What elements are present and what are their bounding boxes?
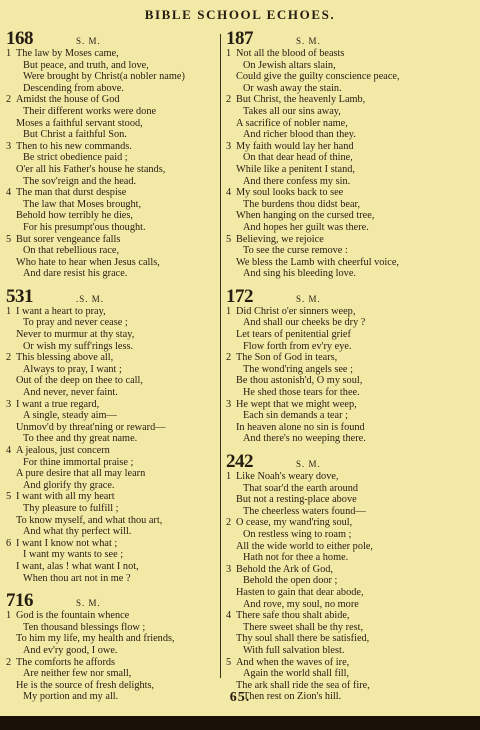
verse-text: Hasten to gain that dear abode, <box>236 586 364 598</box>
verse-number: 2 <box>6 94 12 106</box>
verse-line <box>226 471 476 483</box>
verse-line <box>6 515 218 527</box>
verse-line <box>6 329 218 341</box>
verse-text: There safe thou shalt abide, <box>236 610 350 622</box>
left-column <box>6 30 218 711</box>
hymn-meter: S. M. <box>76 598 101 609</box>
hymn-heading <box>6 592 218 610</box>
verse-text: A sacrifice of nobler name, <box>236 117 348 129</box>
verse-text: And dare resist his grace. <box>23 268 128 280</box>
verse-line <box>6 538 218 550</box>
verse-text: Behold the Ark of God, <box>236 563 333 575</box>
verse-text: Descending from above. <box>23 82 124 94</box>
hymn-number: 168 <box>6 28 33 49</box>
verse-line <box>6 141 218 153</box>
verse-line <box>6 306 218 318</box>
verse-line <box>226 645 476 657</box>
hymn-number: 172 <box>226 285 253 307</box>
verse-line <box>6 187 218 199</box>
verse-line <box>226 257 476 269</box>
verse-line <box>226 587 476 599</box>
verse-number: 2 <box>226 517 232 529</box>
verse-text: And shall our cheeks be dry ? <box>243 317 366 329</box>
verse-text: Amidst the house of God <box>16 94 120 106</box>
verse-line <box>226 564 476 576</box>
verse-line <box>226 375 476 387</box>
verse-number: 3 <box>226 398 232 410</box>
verse-line <box>226 317 476 329</box>
verse-line <box>226 364 476 376</box>
verse-text: Hath not for thee a home. <box>243 552 349 564</box>
verse-number: 5 <box>226 233 232 245</box>
verse-text: On that rebellious race, <box>23 245 120 257</box>
verse-line <box>6 622 218 634</box>
verse-text: A single, steady aim— <box>23 410 117 422</box>
verse-line <box>6 317 218 329</box>
verse-number: 1 <box>226 471 232 482</box>
hymn-meter: .S. M. <box>76 293 105 304</box>
verse-line <box>6 83 218 95</box>
verse-line <box>6 561 218 573</box>
verse-line <box>226 610 476 622</box>
hymn-number: 716 <box>6 590 33 612</box>
verse-text: And ev'ry good, I owe. <box>23 644 118 656</box>
verse-text: Ten thousand blessings flow ; <box>23 621 146 633</box>
verse-line <box>226 575 476 587</box>
verse-line <box>6 526 218 538</box>
verse-text: That soar'd the earth around <box>243 482 359 494</box>
verse-line <box>226 494 476 506</box>
verse-text: I want, alas ! what want I not, <box>16 560 139 572</box>
verse-line <box>226 210 476 222</box>
verse-text: While like a penitent I stand, <box>236 163 355 175</box>
verse-line <box>226 176 476 188</box>
verse-text: O cease, my wand'ring soul, <box>236 517 353 529</box>
verse-number: 1 <box>6 610 12 622</box>
verse-line <box>6 222 218 234</box>
verse-number: 3 <box>226 140 232 152</box>
verse-line <box>226 94 476 106</box>
hymn-meter: S. M. <box>296 36 321 46</box>
verse-line <box>226 387 476 399</box>
verse-text: My soul looks back to see <box>236 187 344 199</box>
verse-text: He shed those tears for thee. <box>243 387 360 399</box>
verse-line <box>6 176 218 188</box>
verse-line <box>6 152 218 164</box>
verse-text: And what thy perfect will. <box>23 526 132 538</box>
verse-number: 1 <box>6 48 12 59</box>
verse-text: Then to his new commands. <box>16 140 132 152</box>
verse-line <box>6 668 218 680</box>
verse-line <box>6 645 218 657</box>
verse-text: The law by Moses came, <box>16 48 119 59</box>
verse-text: The law that Moses brought, <box>23 198 142 210</box>
verse-line <box>226 71 476 83</box>
hymn-168 <box>6 30 218 280</box>
verse-number: 4 <box>226 187 232 199</box>
verse-line <box>226 399 476 411</box>
verse-text: The burdens thou didst bear, <box>243 198 361 210</box>
verse-text: To him my life, my health and friends, <box>16 633 175 645</box>
hymn-number: 531 <box>6 285 33 307</box>
verse-text: The Son of God in tears, <box>236 352 338 364</box>
verse-text: And there confess my sin. <box>243 175 351 187</box>
hymn-531 <box>6 285 218 584</box>
verse-text: But Christ a faithful Son. <box>23 129 127 141</box>
verse-line <box>226 517 476 529</box>
verse-number: 5 <box>6 233 12 245</box>
verse-text: But not a resting-place above <box>236 494 357 506</box>
verse-text: A jealous, just concern <box>16 445 110 456</box>
verse-line <box>6 410 218 422</box>
verse-text: But sorer vengeance falls <box>16 233 121 245</box>
verse-line <box>6 387 218 399</box>
verse-text: To thee and thy great name. <box>23 433 138 445</box>
column-divider <box>220 34 221 678</box>
hymn-242 <box>226 453 476 703</box>
verse-text: Never to murmur at thy stay, <box>16 329 135 341</box>
verse-text: Be strict obedience paid ; <box>23 152 128 164</box>
verse-line <box>6 268 218 280</box>
verse-line <box>226 633 476 645</box>
verse-line <box>6 129 218 141</box>
verse-line <box>6 491 218 503</box>
verse-line <box>226 152 476 164</box>
verse-line <box>226 541 476 553</box>
verse-line <box>226 506 476 518</box>
verse-line <box>6 94 218 106</box>
verse-number: 3 <box>6 398 12 410</box>
verse-text: Unmov'd by threat'ning or reward— <box>16 421 166 433</box>
verse-text: Could give the guilty conscience peace, <box>236 71 400 83</box>
verse-line <box>6 633 218 645</box>
verse-text: But peace, and truth, and love, <box>23 59 149 71</box>
hymn-heading <box>6 285 218 307</box>
verse-number: 2 <box>226 352 232 364</box>
verse-line <box>6 60 218 72</box>
verse-text: The comforts he affords <box>16 656 116 668</box>
verse-text: Behold how terribly he dies, <box>16 210 133 222</box>
verse-text: For his presumpt'ous thought. <box>23 221 146 233</box>
verse-line <box>226 234 476 246</box>
verse-line <box>226 48 476 60</box>
verse-line <box>6 399 218 411</box>
verse-text: And never, never faint. <box>23 387 118 399</box>
verse-text: On Jewish altars slain, <box>243 59 336 71</box>
verse-text: Again the world shall fill, <box>243 668 350 680</box>
page-number: 65. <box>229 690 251 705</box>
hymn-172 <box>226 285 476 445</box>
verse-text: O'er all his Father's house he stands, <box>16 163 166 175</box>
verse-line <box>226 552 476 564</box>
verse-line <box>226 422 476 434</box>
right-column <box>226 30 476 711</box>
verse-line <box>6 341 218 353</box>
verse-line <box>226 129 476 141</box>
verse-text: All the wide world to either pole, <box>236 540 373 552</box>
verse-text: To see the curse remove : <box>243 245 348 257</box>
verse-line <box>226 222 476 234</box>
verse-text: When hanging on the cursed tree, <box>236 210 375 222</box>
page-header: BIBLE SCHOOL ECHOES. <box>144 7 336 22</box>
verse-number: 3 <box>6 140 12 152</box>
verse-text: I want with all my heart <box>16 491 115 503</box>
verse-line <box>6 468 218 480</box>
verse-line <box>6 48 218 60</box>
verse-line <box>226 306 476 318</box>
verse-line <box>226 410 476 422</box>
verse-text: Their different works were done <box>23 105 157 117</box>
verse-line <box>6 245 218 257</box>
verse-text: My portion and my all. <box>23 691 119 703</box>
verse-line <box>226 83 476 95</box>
verse-line <box>6 257 218 269</box>
verse-line <box>226 668 476 680</box>
verse-number: 4 <box>6 445 12 456</box>
verse-text: And glorify thy grace. <box>23 479 115 491</box>
verse-number: 2 <box>226 94 232 106</box>
verse-number: 2 <box>6 352 12 364</box>
verse-text: And rove, my soul, no more <box>243 598 359 610</box>
verse-text: Believing, we rejoice <box>236 233 324 245</box>
verse-line <box>226 599 476 611</box>
verse-text: Moses a faithful servant stood, <box>16 117 143 129</box>
verse-line <box>226 268 476 280</box>
verse-text: And sing his bleeding love. <box>243 268 356 280</box>
verse-number: 3 <box>226 563 232 575</box>
verse-line <box>6 480 218 492</box>
verse-text: In heaven alone no sin is found <box>236 421 365 433</box>
verse-line <box>6 364 218 376</box>
verse-text: God is the fountain whence <box>16 610 130 622</box>
verse-text: I want my wants to see ; <box>23 549 124 561</box>
verse-number: 2 <box>6 656 12 668</box>
verse-line <box>6 573 218 585</box>
verse-number: 1 <box>226 48 232 59</box>
verse-text: Did Christ o'er sinners weep, <box>236 305 356 317</box>
verse-line <box>6 118 218 130</box>
verse-line <box>226 329 476 341</box>
verse-line <box>226 187 476 199</box>
verse-text: And richer blood than they. <box>243 129 356 141</box>
verse-text: When thou art not in me ? <box>23 572 131 584</box>
verse-text: And hopes her guilt was there. <box>243 221 369 233</box>
verse-text: But Christ, the heavenly Lamb, <box>236 94 366 106</box>
verse-text: He is the source of fresh delights, <box>16 679 155 691</box>
verse-line <box>6 234 218 246</box>
verse-line <box>226 529 476 541</box>
verse-text: I want I know not what ; <box>16 537 118 549</box>
verse-line <box>6 71 218 83</box>
verse-line <box>226 60 476 72</box>
verse-line <box>6 106 218 118</box>
verse-line <box>6 457 218 469</box>
verse-text: Takes all our sins away, <box>243 105 341 117</box>
verse-line <box>226 164 476 176</box>
verse-line <box>226 341 476 353</box>
verse-line <box>226 352 476 364</box>
verse-text: And there's no weeping there. <box>243 433 366 445</box>
verse-text: The ark shall ride the sea of fire, <box>236 679 370 691</box>
verse-line <box>226 141 476 153</box>
hymn-187 <box>226 30 476 280</box>
verse-text: With full salvation blest. <box>243 644 345 656</box>
verse-text: Flow forth from ev'ry eye. <box>243 340 352 352</box>
verse-text: I want a heart to pray, <box>16 305 106 317</box>
verse-number: 1 <box>226 305 232 317</box>
verse-text: Then rest on Zion's hill. <box>243 691 342 703</box>
verse-line <box>226 118 476 130</box>
verse-line <box>6 549 218 561</box>
verse-line <box>6 352 218 364</box>
verse-text: Thy pleasure to fulfill ; <box>23 502 119 514</box>
verse-line <box>6 610 218 622</box>
verse-text: Behold the open door ; <box>243 575 338 587</box>
verse-line <box>226 433 476 445</box>
hymn-meter: S. M. <box>76 36 101 46</box>
verse-text: This blessing above all, <box>16 352 114 364</box>
verse-text: We bless the Lamb with cheerful voice, <box>236 256 400 268</box>
verse-line <box>226 106 476 118</box>
verse-line <box>6 210 218 222</box>
hymn-heading <box>226 453 476 471</box>
verse-line <box>226 199 476 211</box>
hymn-716 <box>6 592 218 703</box>
verse-text: Always to pray, I want ; <box>23 363 122 375</box>
verse-text: And when the waves of ire, <box>236 656 350 668</box>
hymn-heading <box>6 30 218 48</box>
verse-number: 5 <box>226 656 232 668</box>
verse-text: My faith would lay her hand <box>236 140 354 152</box>
hymn-meter: S. M. <box>296 293 321 304</box>
verse-line <box>6 164 218 176</box>
hymn-heading <box>226 30 476 48</box>
verse-line <box>6 657 218 669</box>
verse-text: The man that durst despise <box>16 187 127 199</box>
verse-text: Or wish my suff'rings less. <box>23 340 134 352</box>
verse-line <box>226 245 476 257</box>
verse-text: To know myself, and what thou art, <box>16 514 163 526</box>
verse-line <box>226 657 476 669</box>
verse-number: 5 <box>6 491 12 503</box>
verse-text: He wept that we might weep, <box>236 398 357 410</box>
verse-text: I want a true regard, <box>16 398 100 410</box>
verse-text: On restless wing to roam ; <box>243 528 352 540</box>
verse-line <box>226 622 476 634</box>
verse-line <box>6 422 218 434</box>
verse-text: On that dear head of thine, <box>243 152 353 164</box>
verse-line <box>6 503 218 515</box>
verse-line <box>6 445 218 457</box>
verse-text: Be thou astonish'd, O my soul, <box>236 375 363 387</box>
verse-number: 6 <box>6 537 12 549</box>
verse-number: 1 <box>6 305 12 317</box>
verse-number: 4 <box>226 610 232 622</box>
verse-text: Who hate to hear when Jesus calls, <box>16 256 160 268</box>
verse-text: Or wash away the stain. <box>243 82 342 94</box>
hymn-number: 187 <box>226 28 253 49</box>
verse-text: The wond'ring angels see ; <box>243 363 353 375</box>
verse-text: A pure desire that all may learn <box>16 468 146 480</box>
verse-line <box>6 433 218 445</box>
verse-text: Each sin demands a tear ; <box>243 410 348 422</box>
verse-text: Not all the blood of beasts <box>236 48 345 59</box>
verse-text: Were brought by Christ(a nobler name) <box>23 71 185 83</box>
verse-line <box>226 483 476 495</box>
verse-line <box>6 375 218 387</box>
hymn-heading <box>226 285 476 307</box>
verse-text: The sov'reign and the head. <box>23 175 137 187</box>
verse-text: To pray and never cease ; <box>23 317 128 329</box>
verse-line <box>6 199 218 211</box>
verse-text: Are neither few nor small, <box>23 668 132 680</box>
hymn-meter: S. M. <box>296 459 321 469</box>
verse-text: Out of the deep on thee to call, <box>16 375 143 387</box>
verse-number: 4 <box>6 187 12 199</box>
bottom-edge <box>0 716 480 730</box>
verse-text: Like Noah's weary dove, <box>236 471 339 482</box>
hymn-number: 242 <box>226 451 253 472</box>
verse-text: For thine immortal praise ; <box>23 456 134 468</box>
verse-text: Thy soul shall there be satisfied, <box>236 633 370 645</box>
verse-text: There sweet shall be thy rest, <box>243 621 364 633</box>
verse-text: The cheerless waters found— <box>243 505 366 517</box>
verse-text: Let tears of penitential grief <box>236 329 351 341</box>
